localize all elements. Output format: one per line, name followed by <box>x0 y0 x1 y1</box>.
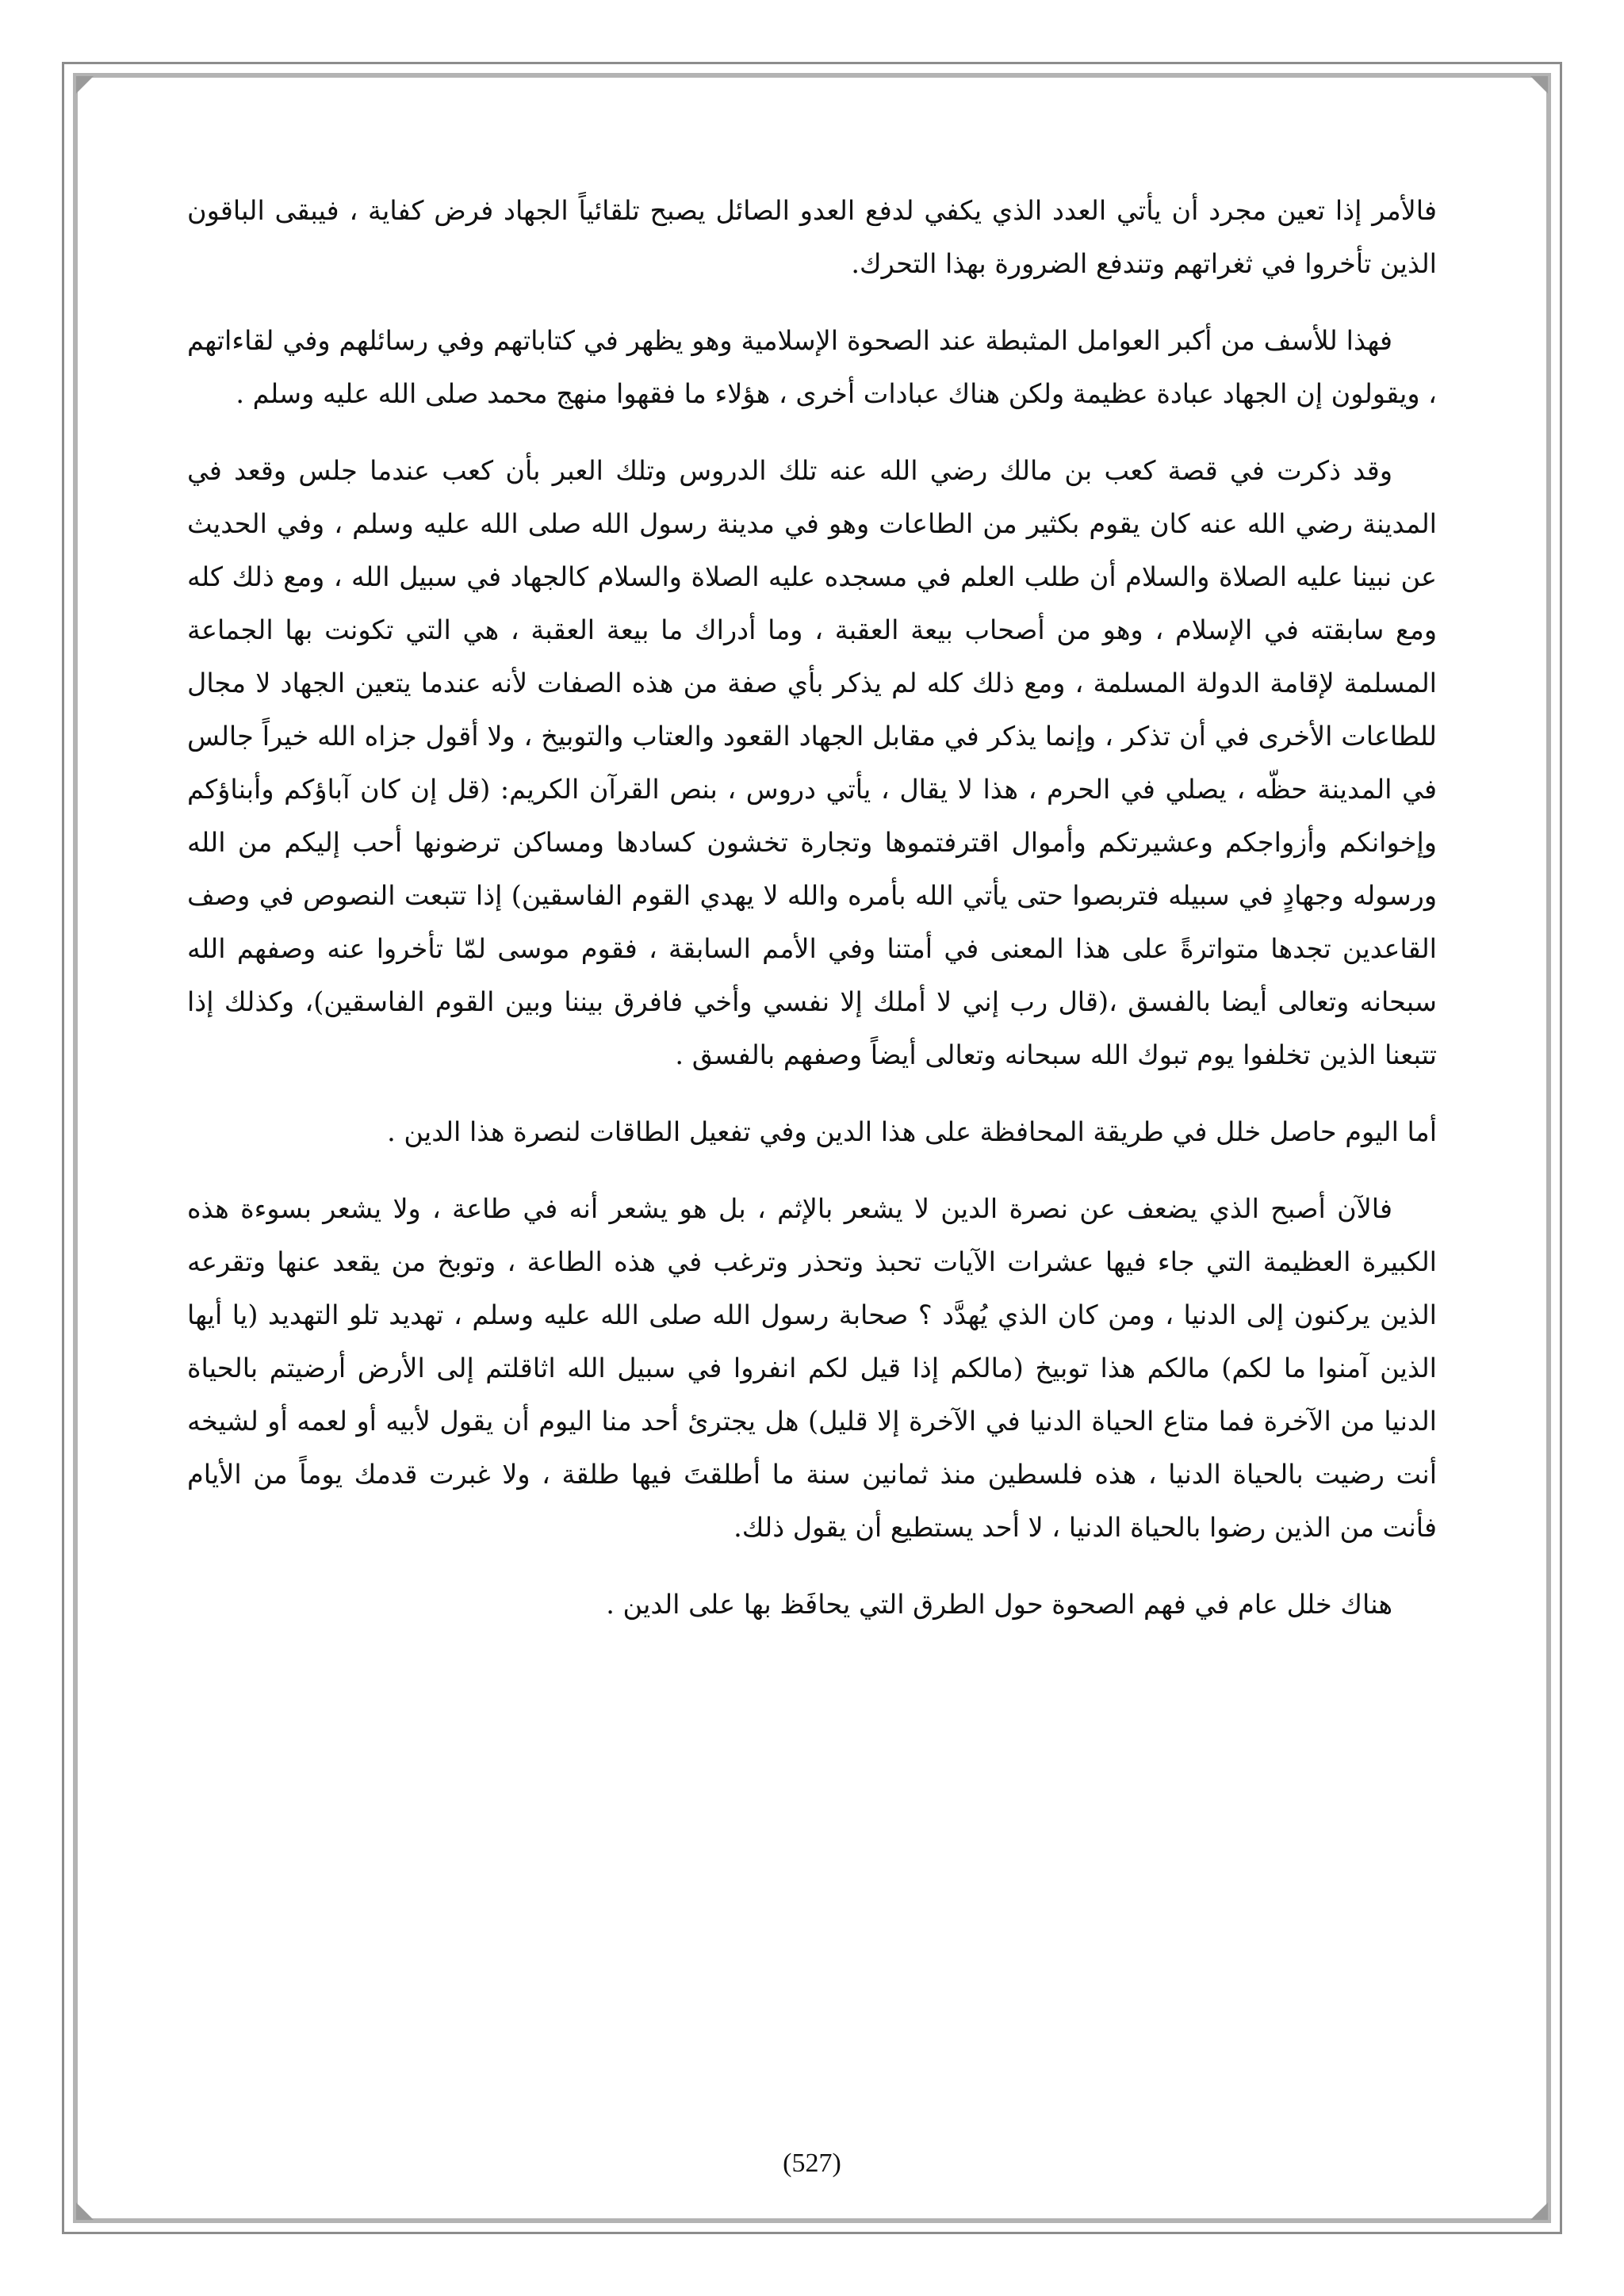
paragraph-5: فالآن أصبح الذي يضعف عن نصرة الدين لا يشعر بالإثم ، بل هو يشعر أنه في طاعة ، ولا يشعر بسوءة هذه الكبيرة العظيمة التي جاء فيها عشرات الآيات تحبذ وتحذر وترغب في هذه الطاعة ، وتوبخ من يقعد عنها وتقرعه الذين يركنون إلى الدنيا ، ومن كان الذي يُهدَّد ؟ صحابة رسول الله صلى الله عليه وسلم ، تهديد تلو التهديد (يا أيها الذين آمنوا ما لكم) مالكم هذا توبيخ (مالكم إذا قيل لكم انفروا في سبيل الله اثاقلتم إلى الأرض أرضيتم بالحياة الدنيا من الآخرة فما متاع الحياة الدنيا في الآخرة إلا قليل) هل يجترئ أحد منا اليوم أن يقول لأبيه أو لعمه أو لشيخه أنت رضيت بالحياة الدنيا ، هذه فلسطين منذ ثمانين سنة ما أطلقتَ فيها طلقة ، ولا غبرت قدمك يوماً من الأيام فأنت من الذين رضوا بالحياة الدنيا ، لا أحد يستطيع أن يقول ذلك. <box>187 1193 1437 1543</box>
paragraph-3: وقد ذكرت في قصة كعب بن مالك رضي الله عنه تلك الدروس وتلك العبر بأن كعب عندما جلس وقعد في المدينة رضي الله عنه كان يقوم بكثير من الطاعات وهو في مدينة رسول الله صلى الله عليه وسلم ، وفي الحديث عن نبينا عليه الصلاة والسلام أن طلب العلم في مسجده عليه الصلاة والسلام كالجهاد في سبيل الله ، ومع ذلك كله ومع سابقته في الإسلام ، وهو من أصحاب بيعة العقبة ، وما أدراك ما بيعة العقبة ، هي التي تكونت بها الجماعة المسلمة لإقامة الدولة المسلمة ، ومع ذلك كله لم يذكر بأي صفة من هذه الصفات لأنه عندما يتعين الجهاد لا مجال للطاعات الأخرى في أن تذكر ، وإنما يذكر في مقابل الجهاد القعود والعتاب والتوبيخ ، ولا أقول جزاه الله خيراً جالس في المدينة حظّه ، يصلي في الحرم ، هذا لا يقال ، يأتي دروس ، بنص القرآن الكريم: (قل إن كان آباؤكم وأبناؤكم وإخوانكم وأزواجكم وعشيرتكم وأموال اقترفتموها وتجارة تخشون كسادها ومساكن ترضونها أحب إليكم من الله ورسوله وجهادٍ في سبيله فتربصوا حتى يأتي الله بأمره والله لا يهدي القوم الفاسقين) إذا تتبعت النصوص في وصف القاعدين تجدها متواترةً على هذا المعنى في أمتنا وفي الأمم السابقة ، فقوم موسى لمّا تأخروا عنه وصفهم الله سبحانه وتعالى أيضا بالفسق ،(قال رب إني لا أملك إلا نفسي وأخي فافرق بيننا وبين القوم الفاسقين)، وكذلك إذا تتبعنا الذين تخلفوا يوم تبوك الله سبحانه وتعالى أيضاً وصفهم بالفسق . <box>187 455 1437 1070</box>
frame-corner-ornament <box>76 2202 94 2220</box>
frame-corner-ornament <box>76 76 94 94</box>
paragraph-2: فهذا للأسف من أكبر العوامل المثبطة عند الصحوة الإسلامية وهو يظهر في كتاباتهم وفي رسائلهم وفي لقاءاتهم ، ويقولون إن الجهاد عبادة عظيمة ولكن هناك عبادات أخرى ، هؤلاء ما فقهوا منهج محمد صلى الله عليه وسلم . <box>187 325 1437 409</box>
paragraph-6: هناك خلل عام في فهم الصحوة حول الطرق التي يحافَظ بها على الدين . <box>606 1589 1392 1620</box>
frame-corner-ornament <box>1530 2202 1548 2220</box>
page-body <box>187 184 1437 2106</box>
page-number: (527) <box>783 2149 841 2178</box>
paragraph-4: أما اليوم حاصل خلل في طريقة المحافظة على هذا الدين وفي تفعيل الطاقات لنصرة هذا الدين . <box>387 1116 1437 1147</box>
paragraph-1: فالأمر إذا تعين مجرد أن يأتي العدد الذي يكفي لدفع العدو الصائل يصبح تلقائياً الجهاد فرض كفاية ، فيبقى الباقون الذين تأخروا في ثغراتهم وتندفع الضرورة بهذا التحرك. <box>187 195 1437 279</box>
frame-corner-ornament <box>1530 76 1548 94</box>
